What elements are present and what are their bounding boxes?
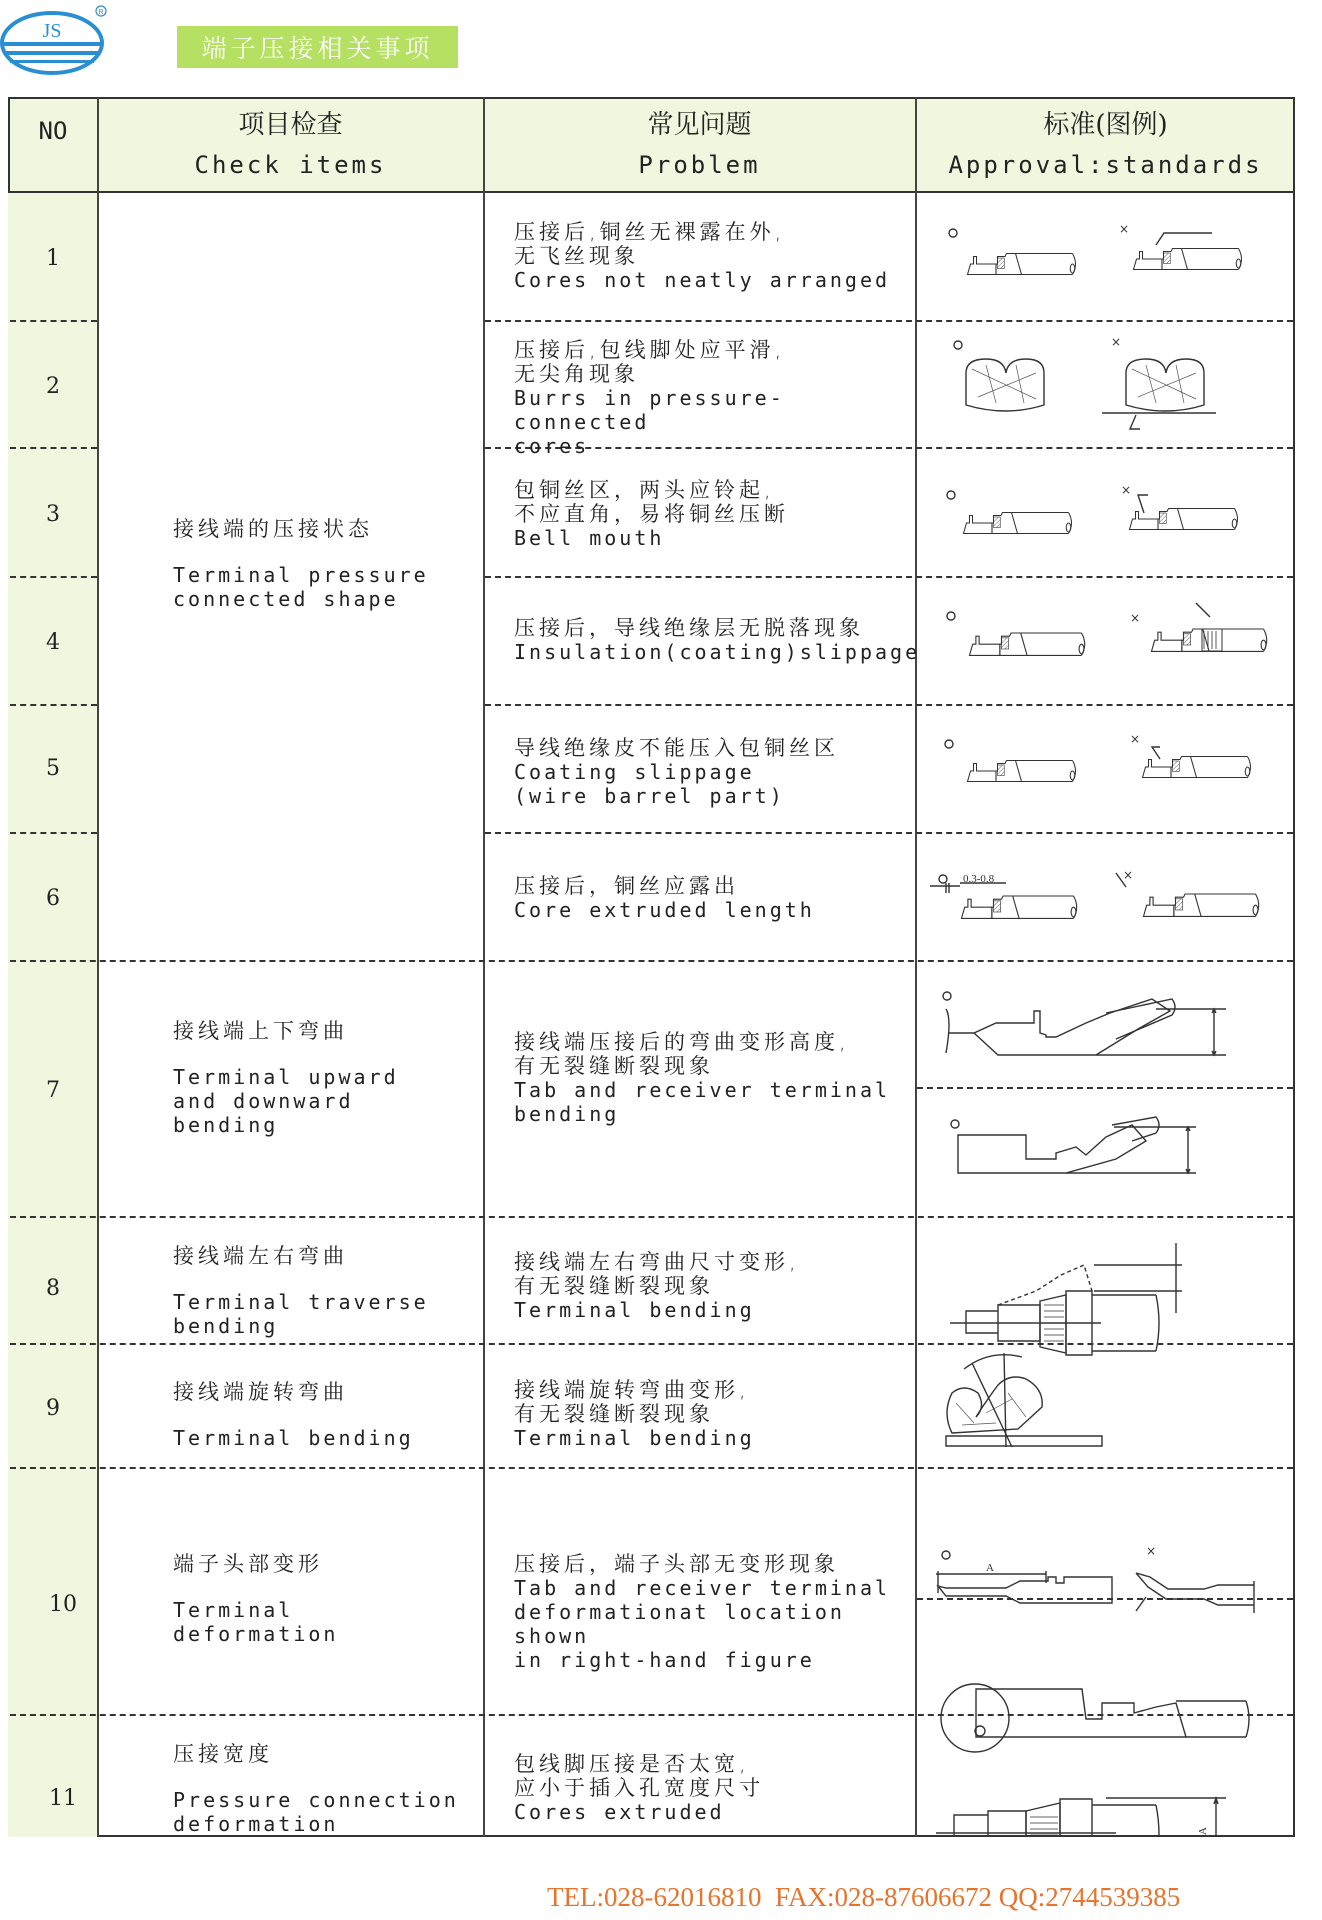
ok-mark-icon xyxy=(943,992,951,1000)
check-cn: 压接宽度 xyxy=(173,1742,273,1766)
problem-en: cores xyxy=(514,434,590,458)
check-en: connected shape xyxy=(173,587,399,611)
problem-en: Coating slippage xyxy=(514,760,755,784)
footer-qq: QQ:2744539385 xyxy=(998,1882,1181,1912)
check-cn: 接线端旋转弯曲 xyxy=(173,1380,348,1404)
figure-row-7-bottom xyxy=(951,1117,1196,1173)
row-divider xyxy=(10,832,97,834)
header-no xyxy=(8,97,98,193)
header-problem-cn: 常见问题 xyxy=(647,110,752,140)
problem-cn: 有无裂缝断裂现象 xyxy=(514,1402,714,1426)
row-number: 10 xyxy=(49,1592,77,1617)
problem-en: Terminal bending xyxy=(514,1298,755,1322)
ok-mark-icon xyxy=(954,341,962,349)
check-en: Terminal pressure xyxy=(173,563,429,587)
ng-mark-icon: × xyxy=(1111,335,1122,349)
check-en: bending xyxy=(173,1314,279,1338)
check-en: Terminal upward xyxy=(173,1065,399,1089)
row-number: 3 xyxy=(46,502,60,527)
contact-footer xyxy=(547,1882,1180,1913)
check-en: Terminal bending xyxy=(173,1426,414,1450)
problem-cell xyxy=(514,1752,914,1824)
row-number: 8 xyxy=(46,1276,60,1301)
footer-tel: TEL:028-62016810 xyxy=(547,1882,762,1912)
problem-cell xyxy=(514,338,914,458)
problem-cell xyxy=(514,1552,914,1672)
problem-en: Cores extruded xyxy=(514,1800,725,1824)
problem-cell xyxy=(514,1250,914,1322)
problem-cn: 导线绝缘皮不能压入包铜丝区 xyxy=(514,736,839,760)
problem-en: (wire barrel part) xyxy=(514,784,785,808)
check-group-crimp-width xyxy=(173,1738,459,1836)
ok-mark-icon xyxy=(947,491,955,499)
header-check-en: Check items xyxy=(194,151,387,179)
check-cn: 端子头部变形 xyxy=(173,1552,323,1576)
problem-en: Insulation(coating)slippage xyxy=(514,640,921,664)
column-divider xyxy=(97,97,99,1837)
problem-cn: 压接后，铜丝应露出 xyxy=(514,874,739,898)
header-check-items xyxy=(98,97,483,193)
check-en: bending xyxy=(173,1113,279,1137)
problem-cell xyxy=(514,1378,914,1450)
problem-cell xyxy=(514,736,914,808)
figure-row-10-top xyxy=(936,1544,1254,1613)
figure-row-11 xyxy=(936,1798,1226,1837)
problem-en: Bell mouth xyxy=(514,526,665,550)
problem-cell xyxy=(514,220,914,292)
ok-mark-icon xyxy=(945,740,953,748)
row-divider xyxy=(10,576,97,578)
ng-mark-icon: × xyxy=(1119,222,1130,236)
header-standard-cn: 标准(图例) xyxy=(1043,110,1168,140)
problem-cn: 有无裂缝断裂现象 xyxy=(514,1054,714,1078)
check-en: and downward xyxy=(173,1089,354,1113)
header-problem xyxy=(484,97,915,193)
row-number: 5 xyxy=(46,756,60,781)
problem-en: Terminal bending xyxy=(514,1426,755,1450)
company-logo xyxy=(0,4,110,74)
header-problem-en: Problem xyxy=(638,151,761,179)
dim-a-label: A xyxy=(1197,1827,1209,1835)
problem-en: Cores not neatly arranged xyxy=(514,268,891,292)
row-number: 1 xyxy=(46,246,60,271)
figure-row-7-top xyxy=(943,992,1226,1055)
problem-cell xyxy=(514,616,921,664)
problem-cn: 包线脚压接是否太宽, xyxy=(514,1752,750,1776)
footer-fax: FAX:028-87606672 xyxy=(774,1882,992,1912)
page-title: 端子压接相关事项 xyxy=(177,26,458,68)
figure-row-8 xyxy=(950,1243,1182,1355)
dim-a-label: A xyxy=(986,1562,994,1574)
figure-row-1 xyxy=(949,222,1242,275)
ok-mark-icon xyxy=(947,612,955,620)
check-en: Pressure connection xyxy=(173,1788,459,1812)
check-cn: 接线端的压接状态 xyxy=(173,517,373,541)
check-group-traverse-bend xyxy=(173,1240,429,1338)
check-en: deformation xyxy=(173,1812,339,1836)
problem-cn: 不应直角，易将铜丝压断 xyxy=(514,502,789,526)
number-column-bg xyxy=(8,193,98,1837)
row-number: 6 xyxy=(46,886,60,911)
ok-mark-icon xyxy=(942,1551,950,1559)
problem-cn: 有无裂缝断裂现象 xyxy=(514,1274,714,1298)
problem-cn: 接线端旋转弯曲变形, xyxy=(514,1378,750,1402)
problem-cn: 压接后,铜丝无裸露在外, xyxy=(514,220,786,244)
row-number: 4 xyxy=(46,630,60,655)
header-standards xyxy=(916,97,1295,193)
problem-cn: 无尖角现象 xyxy=(514,362,639,386)
figure-row-3 xyxy=(947,483,1238,534)
problem-en: deformationat location shown xyxy=(514,1600,845,1648)
figure-row-10-bottom xyxy=(941,1684,1249,1752)
problem-cell xyxy=(514,874,914,922)
check-group-crimp-state xyxy=(173,513,429,611)
row-number: 9 xyxy=(46,1396,60,1421)
check-group-rotation-bend xyxy=(173,1376,414,1450)
figure-row-5 xyxy=(945,732,1251,782)
header-check-cn: 项目检查 xyxy=(238,110,343,140)
check-group-head-deformation xyxy=(173,1548,338,1646)
problem-en: Core extruded length xyxy=(514,898,815,922)
ng-mark-icon: × xyxy=(1130,611,1141,625)
problem-cn: 应小于插入孔宽度尺寸 xyxy=(514,1776,764,1800)
standards-figures xyxy=(916,193,1295,1837)
problem-en: Tab and receiver terminal xyxy=(514,1576,891,1600)
check-cn: 接线端上下弯曲 xyxy=(173,1019,348,1043)
header-standard-en: Approval:standards xyxy=(948,151,1263,179)
problem-cn: 压接后,包线脚处应平滑, xyxy=(514,338,786,362)
ng-mark-icon: × xyxy=(1146,1544,1157,1558)
figure-row-9 xyxy=(946,1353,1102,1447)
problem-en: Burrs in pressure-connected xyxy=(514,386,785,434)
ng-mark-icon: × xyxy=(1130,732,1141,746)
row-divider xyxy=(10,447,97,449)
core-length-label: 0.3-0.8 xyxy=(963,873,995,885)
ok-mark-icon xyxy=(939,875,947,883)
row-number: 2 xyxy=(46,374,60,399)
ng-mark-icon: × xyxy=(1121,483,1132,497)
problem-cell xyxy=(514,1030,914,1126)
row-divider xyxy=(10,320,97,322)
problem-cn: 压接后，导线绝缘层无脱落现象 xyxy=(514,616,864,640)
header-no-label: NO xyxy=(38,117,68,145)
problem-cn: 接线端压接后的弯曲变形高度, xyxy=(514,1030,850,1054)
figure-row-6 xyxy=(930,868,1259,918)
problem-cn: 接线端左右弯曲尺寸变形, xyxy=(514,1250,800,1274)
problem-cell xyxy=(514,478,914,550)
ok-mark-icon xyxy=(949,229,957,237)
registered-mark: R xyxy=(98,9,104,16)
problem-en: in right-hand figure xyxy=(514,1648,815,1672)
problem-cn: 无飞丝现象 xyxy=(514,244,639,268)
check-en: Terminal xyxy=(173,1598,294,1622)
row-number: 11 xyxy=(49,1786,77,1811)
check-cn: 接线端左右弯曲 xyxy=(173,1244,348,1268)
check-group-vertical-bend xyxy=(173,1015,399,1137)
logo-text: JS xyxy=(42,20,62,42)
row-divider xyxy=(10,704,97,706)
ng-mark-icon: × xyxy=(1123,868,1134,882)
problem-cn: 压接后，端子头部无变形现象 xyxy=(514,1552,839,1576)
column-divider xyxy=(483,97,485,1837)
row-number: 7 xyxy=(46,1078,60,1103)
figure-row-2 xyxy=(954,335,1216,429)
check-en: Terminal traverse xyxy=(173,1290,429,1314)
problem-en: bending xyxy=(514,1102,620,1126)
problem-en: Tab and receiver terminal xyxy=(514,1078,891,1102)
check-en: deformation xyxy=(173,1622,339,1646)
problem-cn: 包铜丝区，两头应铃起, xyxy=(514,478,775,502)
figure-row-4 xyxy=(947,603,1267,655)
ok-mark-icon xyxy=(951,1120,959,1128)
